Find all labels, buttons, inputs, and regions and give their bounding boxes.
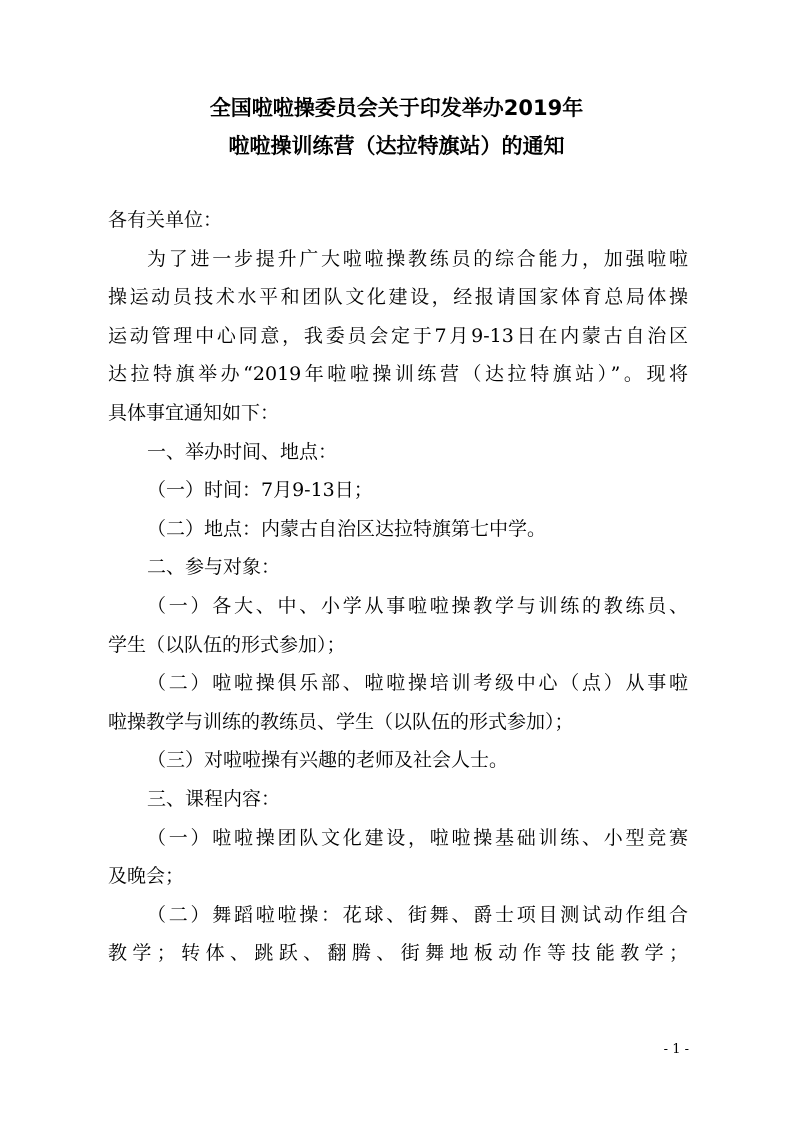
body-line: 操运动员技术水平和团队文化建设，经报请国家体育总局体操 — [108, 286, 688, 308]
body-line: （二）地点：内蒙古自治区达拉特旗第七中学。 — [147, 518, 547, 540]
body-line: 及晚会； — [108, 865, 185, 887]
section-heading: 三、课程内容： — [147, 788, 281, 810]
document-title-line-2: 啦啦操训练营（达拉特旗站）的通知 — [228, 134, 565, 158]
document-title-line-1: 全国啦啦操委员会关于印发举办2019年 — [209, 96, 584, 120]
body-line: （一）啦啦操团队文化建设，啦啦操基础训练、小型竞赛 — [147, 827, 688, 849]
section-heading: 一、举办时间、地点： — [147, 441, 338, 463]
body-line: 啦操教学与训练的教练员、学生（以队伍的形式参加）； — [108, 711, 574, 733]
body-line: 学生（以队伍的形式参加）； — [108, 634, 346, 656]
body-line: 具体事宜通知如下： — [108, 402, 280, 424]
body-line: （一）时间：7月9-13日； — [147, 479, 373, 501]
salutation: 各有关单位： — [108, 209, 223, 231]
body-line: 达拉特旗举办“2019年啦啦操训练营（达拉特旗站）”。现将 — [108, 363, 688, 385]
body-line: （一）各大、中、小学从事啦啦操教学与训练的教练员、 — [147, 595, 688, 617]
body-line: （二）舞蹈啦啦操：花球、街舞、爵士项目测试动作组合 — [147, 904, 688, 926]
section-heading: 二、参与对象： — [147, 556, 281, 578]
body-line: （三）对啦啦操有兴趣的老师及社会人士。 — [147, 749, 509, 771]
page-number: - 1 - — [663, 1042, 689, 1057]
body-line: （二）啦啦操俱乐部、啦啦操培训考级中心（点）从事啦 — [147, 672, 688, 694]
body-line: 运动管理中心同意，我委员会定于7月9-13日在内蒙古自治区 — [108, 325, 688, 347]
body-line: 为了进一步提升广大啦啦操教练员的综合能力，加强啦啦 — [147, 248, 688, 270]
body-line: 教学；转体、跳跃、翻腾、街舞地板动作等技能教学； — [108, 942, 688, 964]
